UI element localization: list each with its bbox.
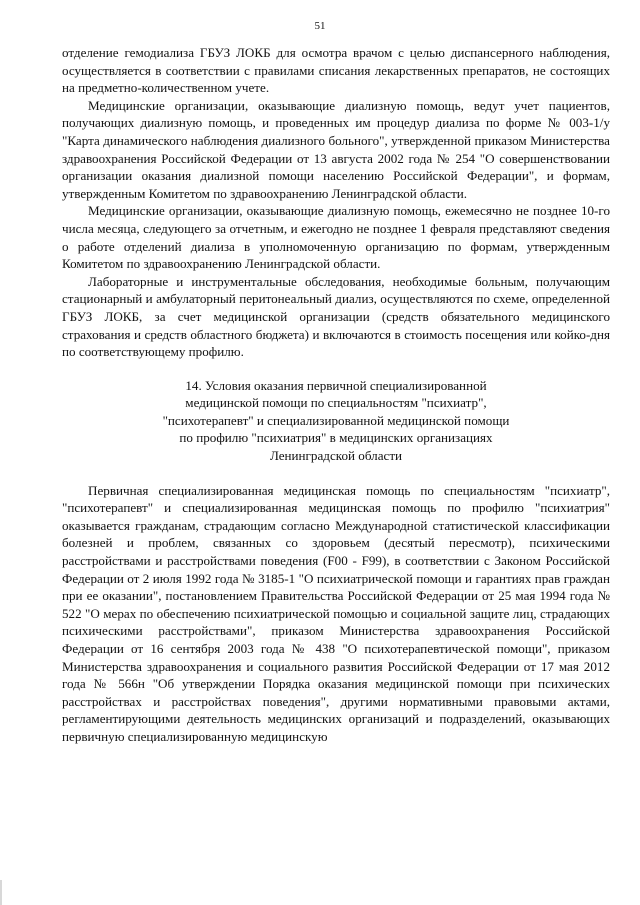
section-heading (62, 377, 610, 465)
paragraph-dialysis-reporting: Медицинские организации, оказывающие диализную помощь, ежемесячно не позднее 10-го числа месяца, следующего за отчетным, и ежегодно не позднее 1 февраля представляют сведения о работе отделений диализа в уполномоченную организацию по формам, утвержденным Комитетом по здравоохранению Ленинградской области. (62, 203, 610, 272)
page-number: 51 (314, 20, 326, 32)
paragraph-dialysis-records: Медицинские организации, оказывающие диализную помощь, ведут учет пациентов, получающих диализную помощь, и проведенных им процедур диализа по форме № 003-1/у "Карта динамического наблюдения диализного больного", утвержденной приказом Министерства здравоохранения Российской Федерации от 13 августа 2002 года № 254 "О совершенствовании организации оказания диализной помощи населению Российской Федерации", и формам, утвержденным Комитетом по здравоохранению Ленинградской области. (62, 97, 610, 201)
document-body (62, 44, 610, 746)
scan-edge-mark (0, 880, 2, 905)
section-heading-line: медицинской помощи по специальностям "психиатр", (185, 395, 487, 411)
paragraph-psychiatric-care: Первичная специализированная медицинская помощь по специальностям "психиатр", "психотерапевт" и специализированная медицинская помощь по профилю "психиатрия" оказывается гражданам, страдающим согласно Международной статистической классификации болезней и проблем, связанных со здоровьем (десятый пересмотр), психическими расстройствами и расстройствами поведения (F00 - F99), в соответствии с Законом Российской Федерации от 2 июля 1992 года № 3185-1 "О психиатрической помощи и гарантиях прав граждан при ее оказании", постановлением Правительства Российской Федерации от 25 мая 1994 года № 522 "О мерах по обеспечению психиатрической помощью и социальной защите лиц, страдающих психическими расстройствами", приказом Министерства здравоохранения Российской Федерации от 16 сентября 2003 года № 438 "О психотерапевтической помощи", приказом Министерства здравоохранения и социального развития Российской Федерации от 17 мая 2012 года № 566н "Об утверждении Порядка оказания медицинской помощи при психических расстройствах и расстройствах поведения", другими нормативными правовыми актами, регламентирующими деятельность медицинских организаций и подразделений, оказывающих первичную специализированную медицинскую (62, 482, 610, 744)
section-heading-line: "психотерапевт" и специализированной медицинской помощи (162, 412, 510, 428)
paragraph-continuation: отделение гемодиализа ГБУЗ ЛОКБ для осмотра врачом с целью диспансерного наблюдения, осуществляется в соответствии с правилами списания лекарственных препаратов, не состоящих на предметно-количественном учете. (62, 45, 610, 96)
section-heading-line: 14. Условия оказания первичной специализированной (185, 377, 487, 393)
section-heading-line: Ленинградской области (269, 448, 403, 464)
paragraph-lab-examinations: Лабораторные и инструментальные обследования, необходимые больным, получающим стационарный и амбулаторный перитонеальный диализ, осуществляются по схеме, определенной ГБУЗ ЛОКБ, за счет медицинской организации (средств обязательного медицинского страхования и средств областного бюджета) и включаются в стоимость посещения или койко-дня по соответствующему профилю. (62, 273, 610, 360)
section-heading-line: по профилю "психиатрия" в медицинских организациях (179, 430, 493, 446)
